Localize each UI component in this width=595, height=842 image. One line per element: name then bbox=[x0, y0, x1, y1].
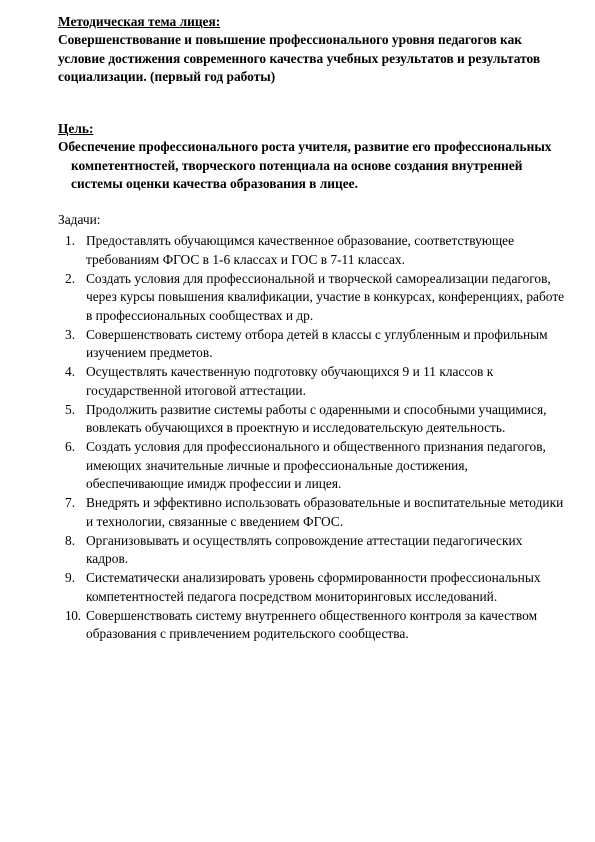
task-item bbox=[0, 438, 595, 494]
task-number: 10. bbox=[65, 607, 81, 623]
task-number: 2. bbox=[65, 270, 76, 286]
task-text: Создать условия для профессионального и общественного признания педагогов, имеющих значительные личные и профессиональные достижения, обеспечивающие имидж профессии и лицея. bbox=[86, 439, 546, 491]
task-number: 8. bbox=[65, 532, 76, 548]
task-number: 1. bbox=[65, 233, 76, 248]
task-item bbox=[0, 363, 595, 400]
task-text: Осуществлять качественную подготовку обучающихся 9 и 11 классов к государственной итоговой аттестации. bbox=[86, 364, 494, 398]
task-text: Внедрять и эффективно использовать образовательные и воспитательные методики и технологии, связанные с введением ФГОС. bbox=[86, 495, 564, 529]
task-item bbox=[0, 569, 595, 606]
task-item bbox=[0, 232, 595, 269]
tasks-list bbox=[0, 232, 595, 644]
task-text: Совершенствовать систему отбора детей в классы с углубленным и профильным изучением предметов. bbox=[86, 326, 548, 360]
task-item bbox=[0, 607, 595, 644]
task-item bbox=[0, 494, 595, 531]
task-text: Совершенствовать систему внутреннего общественного контроля за качеством образования с привлечением родительского сообщества. bbox=[86, 607, 538, 641]
task-text: Продолжить развитие системы работы с одаренными и способными учащимися, вовлекать обучающихся в проектную и исследовательскую деятельность. bbox=[86, 401, 547, 435]
task-number: 9. bbox=[65, 570, 76, 585]
task-text: Предоставлять обучающимся качественное образование, соответствующее требованиям ФГОС в 1-6 классах и ГОС в 7-11 классах. bbox=[86, 233, 515, 267]
task-text: Организовывать и осуществлять сопровождение аттестации педагогических кадров. bbox=[86, 532, 523, 566]
task-text: Систематически анализировать уровень сформированности профессиональных компетентностей педагога посредством мониторинговых исследований. bbox=[86, 570, 541, 604]
task-number: 5. bbox=[65, 401, 76, 417]
tasks-heading: Задачи: bbox=[58, 212, 101, 227]
goal-heading: Цель: bbox=[58, 121, 94, 136]
task-number: 3. bbox=[65, 326, 76, 342]
task-item bbox=[0, 326, 595, 363]
theme-text: Совершенствование и повышение профессионального уровня педагогов как условие достижения современного качества учебных результатов и результатов социализации. (первый год работы) bbox=[58, 32, 541, 84]
task-item bbox=[0, 532, 595, 569]
task-text: Создать условия для профессиональной и творческой самореализации педагогов, через курсы повышения квалификации, участие в конкурсах, конференциях, работе в профессиональных сообществах и др. bbox=[86, 270, 565, 323]
task-item bbox=[0, 401, 595, 438]
goal-text: Обеспечение профессионального роста учителя, развитие его профессиональных компетентностей, творческого потенциала на основе создания внутренней системы оценки качества образования в лицее. bbox=[58, 139, 552, 191]
task-number: 7. bbox=[65, 495, 76, 510]
task-number: 4. bbox=[65, 364, 76, 379]
task-item bbox=[0, 270, 595, 326]
theme-heading: Методическая тема лицея: bbox=[58, 14, 221, 29]
task-number: 6. bbox=[65, 439, 76, 454]
